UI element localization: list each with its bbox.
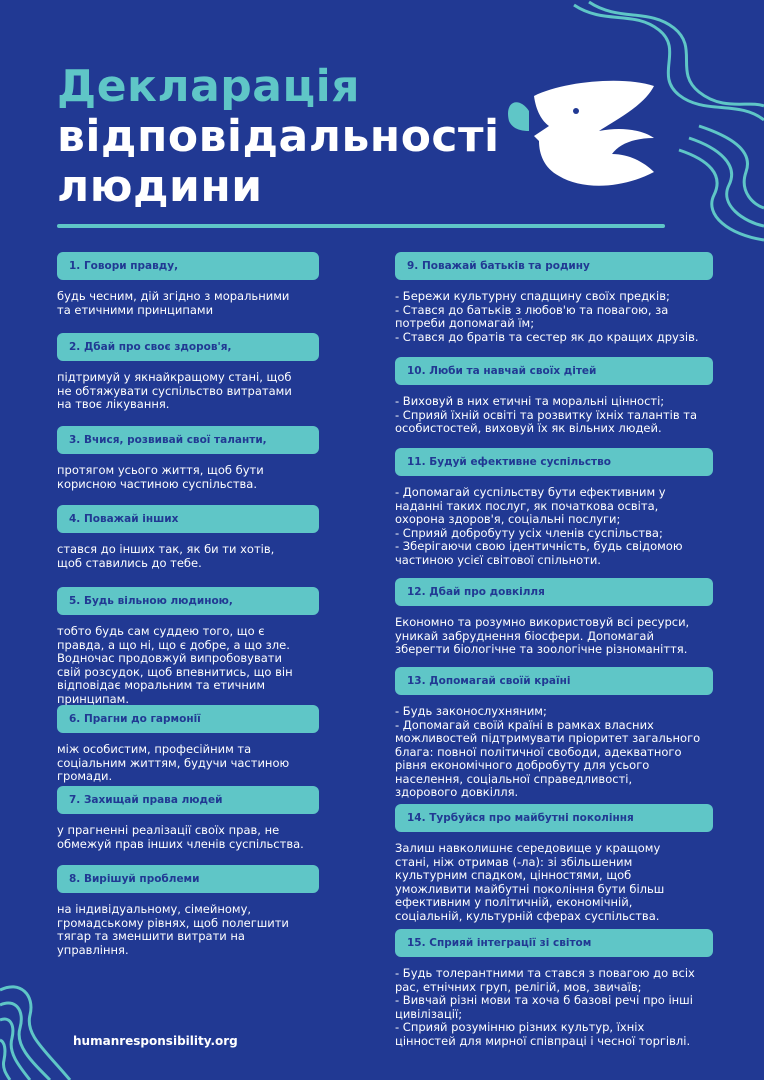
principle-text: - Допомагай суспільству бути ефективним у наданні таких послуг, як початкова освіта, охорона здоров'я, соціальні послуги; - Сприяй добробуту усіх членів суспільства; - Зберігаючи свою ідентичність, будь свідомою частиною усієї світової спільноти. [395, 485, 683, 567]
principle-8 [57, 865, 319, 957]
principle-heading: 13. Допомагай своїй країні [395, 667, 713, 695]
principle-text: стався до інших так, як би ти хотів, щоб ставились до тебе. [57, 542, 275, 570]
principle-text: Залиш навколишнє середовище у кращому стані, ніж отримав (-ла): зі збільшеним культурним спадком, цінностями, щоб уможливити майбутні покоління бути більш ефективним у політичній, економічній, соціальній, культурній сферах суспільства. [395, 841, 665, 923]
website-link[interactable]: humanresponsibility.org [73, 1034, 238, 1048]
principle-text: - Бережи культурну спадщину своїх предків; - Стався до батьків з любов'ю та повагою, за потреби допомагай їм; - Стався до братів та сестер як до кращих друзів. [395, 289, 699, 344]
principle-text: тобто будь сам суддею того, що є правда, а що ні, що є добре, а що зле. Водночас продовжуй випробовувати свій розсудок, щоб впевнитись, що він відповідає моральним та етичним принципам. [57, 624, 293, 706]
principle-heading: 1. Говори правду, [57, 252, 319, 280]
dove-icon [504, 76, 674, 196]
principle-4 [57, 505, 319, 570]
principle-text: підтримуй у якнайкращому стані, щоб не обтяжувати суспільство витратами на твоє лікування. [57, 370, 292, 411]
principle-text: на індивідуальному, сімейному, громадському рівнях, щоб полегшити тягар та зменшити витрати на управління. [57, 902, 289, 957]
principle-9 [395, 252, 713, 344]
principle-text: - Будь законослухняним; - Допомагай своїй країні в рамках власних можливостей підтримувати пріоритет загального блага: повної політичної свободи, адекватного рівня економічного добробуту для усього населення, соціальної справедливості, здорового довкілля. [395, 704, 701, 799]
principle-heading: 7. Захищай права людей [57, 786, 319, 814]
principle-heading: 10. Люби та навчай своїх дітей [395, 357, 713, 385]
title-line-3: людини [57, 161, 263, 212]
principle-heading: 8. Вирішуй проблеми [57, 865, 319, 893]
principle-1 [57, 252, 319, 317]
principle-10 [395, 357, 713, 436]
wave-lines-bottom-left [0, 970, 90, 1080]
principle-heading: 2. Дбай про своє здоров'я, [57, 333, 319, 361]
principle-5 [57, 587, 319, 706]
principle-7 [57, 786, 319, 851]
principle-text: протягом усього життя, щоб бути корисною частиною суспільства. [57, 463, 264, 491]
title-line-2: відповідальності [57, 111, 500, 162]
principle-15 [395, 929, 713, 1048]
principle-13 [395, 667, 713, 800]
principle-text: - Будь толерантними та стався з повагою до всіх рас, етнічних груп, релігій, мов, звичаїв; - Вивчай різні мови та хоча б базові речі про інші цивілізації; - Сприяй розумінню різних культур, їхніх цінностей для мирної співпраці і чесної торгівлі. [395, 966, 695, 1048]
principle-text: Економно та розумно використовуй всі ресурси, уникай забруднення біосфери. Допомагай зберегти біологічне та зоологічне різноманіття. [395, 615, 690, 656]
principle-12 [395, 578, 713, 657]
principle-11 [395, 448, 713, 567]
principle-heading: 14. Турбуйся про майбутні покоління [395, 804, 713, 832]
principle-heading: 6. Прагни до гармонії [57, 705, 319, 733]
principle-text: між особистим, професійним та соціальним життям, будучи частиною громади. [57, 742, 290, 783]
principle-text: - Виховуй в них етичні та моральні цінності; - Сприяй їхній освіті та розвитку їхніх талантів та особистостей, виховуй їх як вільних людей. [395, 394, 698, 435]
page-title [57, 62, 500, 212]
principle-heading: 11. Будуй ефективне суспільство [395, 448, 713, 476]
principle-2 [57, 333, 319, 412]
principle-3 [57, 426, 319, 491]
principle-text: будь чесним, дій згідно з моральними та етичними принципами [57, 289, 290, 317]
principle-6 [57, 705, 319, 784]
title-divider [57, 224, 665, 228]
principle-heading: 9. Поважай батьків та родину [395, 252, 713, 280]
principle-heading: 15. Сприяй інтеграції зі світом [395, 929, 713, 957]
title-line-1: Декларація [57, 61, 360, 112]
principle-text: у прагненні реалізації своїх прав, не обмежуй прав інших членів суспільства. [57, 823, 304, 851]
principle-heading: 12. Дбай про довкілля [395, 578, 713, 606]
principle-heading: 4. Поважай інших [57, 505, 319, 533]
principle-heading: 3. Вчися, розвивай свої таланти, [57, 426, 319, 454]
principle-heading: 5. Будь вільною людиною, [57, 587, 319, 615]
principle-14 [395, 804, 713, 923]
